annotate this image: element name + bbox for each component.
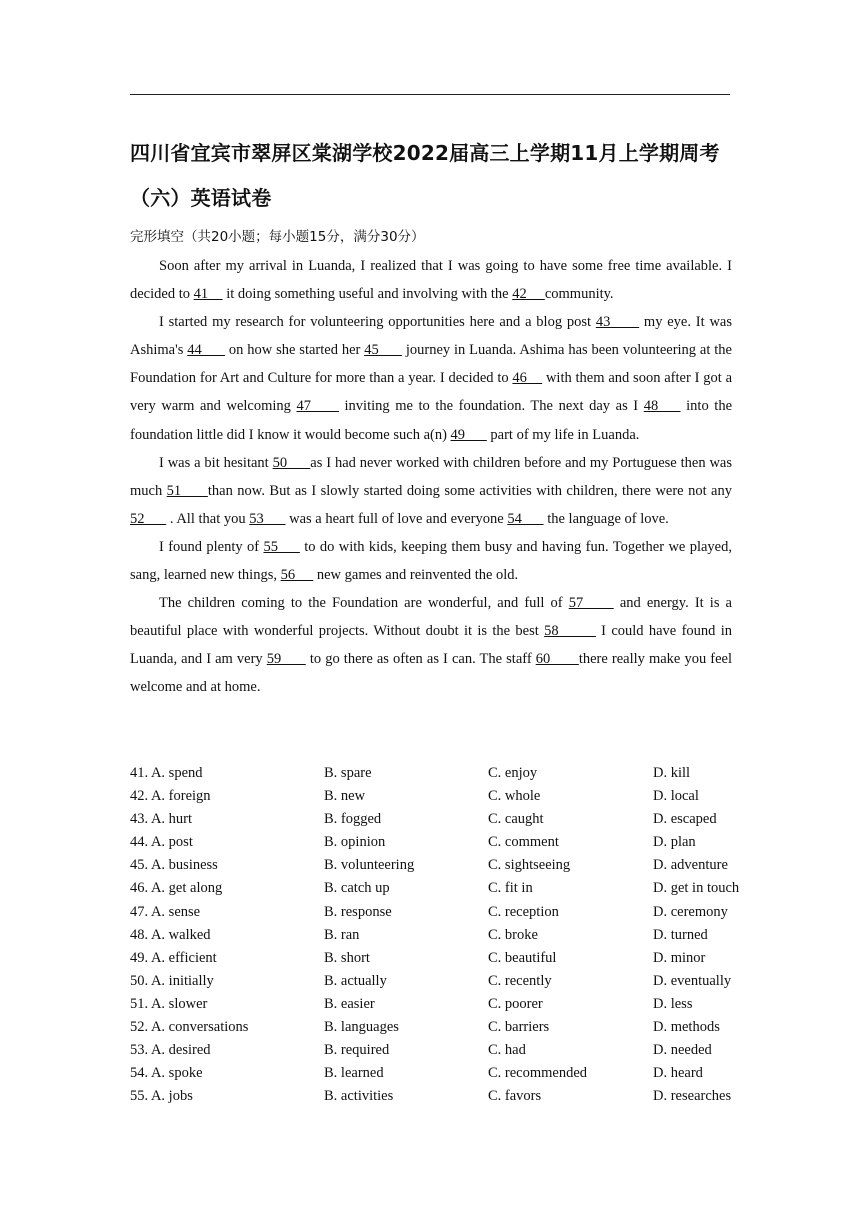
passage-text: my eye. It was Ashima's [130,314,732,359]
option-row [130,970,760,993]
option-b: B. spare [324,765,372,781]
option-row [130,1016,760,1039]
passage-paragraph [130,308,732,448]
option-a: 46. A. get along [130,880,223,897]
blank-number: 49 [450,426,487,443]
blank-number: 41 [193,286,223,303]
option-b: B. opinion [324,834,386,851]
blank-number: 51 [166,482,208,499]
option-a: 42. A. foreign [130,788,211,805]
blank-number: 43 [595,314,640,331]
option-row [130,1085,760,1108]
blank-number: 60 [535,651,579,668]
option-b: B. fogged [324,811,382,828]
option-d: D. plan [653,834,696,851]
option-a: 51. A. slower [130,995,208,1012]
blank-number: 52 [130,510,167,527]
blank-number: 46 [512,370,543,387]
option-d: D. researches [653,1088,732,1105]
passage-text: there really make you feel welcome and at home. [130,651,733,696]
option-d: D. heard [653,1065,703,1082]
passage-text: Soon after my arrival in Luanda, I realized that I was going to have some free time available. I decided to [130,258,732,303]
option-c: C. enjoy [488,765,538,781]
passage-text: the language of love. [543,510,669,527]
option-a: 41. A. spend [130,765,203,781]
option-c: C. whole [488,788,541,805]
passage-text: it doing something useful and involving with the [222,286,513,303]
passage-text: part of my life in Luanda. [486,426,640,443]
option-b: B. catch up [324,880,390,897]
passage-paragraph [130,589,732,701]
blank-number: 55 [263,538,300,555]
blank-number: 57 [568,595,614,612]
blank-number: 50 [272,454,311,471]
passage-text: into the foundation little did I know it would become such a(n) [130,398,733,443]
option-row [130,924,760,947]
option-d: D. kill [653,765,691,781]
passage-text: . All that you [166,510,250,527]
option-row [130,1039,760,1062]
answer-options [130,762,760,1108]
blank-number: 45 [364,342,402,359]
option-a: 55. A. jobs [130,1088,193,1105]
option-c: C. recently [488,972,552,989]
option-b: B. volunteering [324,857,415,874]
passage-text: to go there as often as I can. The staff [305,651,536,668]
option-row [130,854,760,877]
option-b: B. languages [324,1019,399,1036]
passage-text: I could have found in Luanda, and I am very [130,623,732,668]
passage-text: journey in Luanda. Ashima has been volunteering at the Foundation for Art and Culture for more than a year. I decided to [130,342,732,387]
option-a: 45. A. business [130,857,218,874]
option-row [130,762,760,785]
option-c: C. poorer [488,995,543,1012]
option-row [130,1062,760,1085]
option-b: B. learned [324,1065,384,1082]
passage-text: I started my research for volunteering opportunities here and a blog post [159,314,596,331]
option-d: D. get in touch [653,880,740,897]
option-b: B. actually [324,972,387,989]
option-b: B. easier [324,995,375,1012]
option-a: 43. A. hurt [130,811,193,828]
blank-number: 53 [249,510,286,527]
passage-text: to do with kids, keeping them busy and having fun. Together we played, sang, learned new things, [130,538,732,584]
option-c: C. comment [488,834,559,851]
option-row [130,947,760,970]
option-row [130,877,760,900]
passage-text: was a heart full of love and everyone [285,510,508,527]
blank-number: 48 [643,398,681,415]
option-c: C. recommended [488,1065,588,1082]
option-row [130,808,760,831]
option-d: D. adventure [653,857,728,874]
passage-text: community. [544,286,614,303]
blank-number: 47 [296,398,339,415]
option-row [130,785,760,808]
blank-number: 42 [512,286,545,303]
option-a: 52. A. conversations [130,1019,249,1036]
blank-number: 44 [187,342,225,359]
passage-text: with them and soon after I got a very warm and welcoming [130,370,733,415]
option-c: C. reception [488,903,559,920]
option-c: C. broke [488,926,538,943]
passage-text: as I had never worked with children before and my Portuguese then was much [130,454,732,499]
option-b: B. response [324,903,392,920]
blank-number: 59 [266,651,306,668]
passage-text: I was a bit hesitant [159,454,273,471]
option-d: D. eventually [653,972,732,989]
passage-text: than now. But as I slowly started doing some activities with children, there were not any [207,482,732,499]
passage-text: inviting me to the foundation. The next day as I [338,398,644,415]
option-d: D. ceremony [653,903,728,920]
blank-number: 56 [280,567,314,584]
option-c: C. favors [488,1088,542,1105]
option-c: C. sightseeing [488,857,571,874]
passage-text: The children coming to the Foundation are wonderful, and full of [159,595,569,612]
passage-text: and energy. It is a beautiful place with wonderful projects. Without doubt it is the best [130,595,732,640]
section-instruction: 完形填空（共20小题；每小题15分，满分30分） [130,229,425,245]
option-b: B. ran [324,926,360,943]
option-d: D. local [653,788,699,805]
option-c: C. beautiful [488,949,557,966]
cloze-passage [130,252,732,702]
blank-number: 54 [507,510,544,527]
option-a: 44. A. post [130,834,193,851]
option-b: B. short [324,949,370,966]
passage-text: I found plenty of [159,538,264,555]
option-c: C. fit in [488,880,533,897]
passage-paragraph [130,449,732,533]
option-d: D. turned [653,926,708,943]
option-d: D. methods [653,1019,720,1036]
option-b: B. activities [324,1088,394,1105]
passage-paragraph [130,533,732,589]
option-a: 50. A. initially [130,972,214,989]
option-a: 48. A. walked [130,926,211,943]
page-subtitle: （六）英语试卷 [130,186,272,210]
option-d: D. minor [653,949,706,966]
option-c: C. barriers [488,1019,550,1036]
page-title: 四川省宜宾市翠屏区棠湖学校2022届高三上学期11月上学期周考 [130,141,720,165]
option-d: D. needed [653,1042,712,1059]
passage-text: new games and reinvented the old. [313,567,519,584]
option-c: C. had [488,1042,526,1059]
option-d: D. less [653,995,693,1012]
blank-number: 58 [544,623,596,640]
passage-text: on how she started her [225,342,365,359]
passage-paragraph [130,252,732,308]
option-row [130,831,760,854]
option-a: 47. A. sense [130,903,201,920]
option-c: C. caught [488,811,544,828]
option-b: B. required [324,1042,390,1059]
option-a: 54. A. spoke [130,1065,203,1082]
option-d: D. escaped [653,811,717,828]
option-a: 49. A. efficient [130,949,217,966]
option-a: 53. A. desired [130,1042,211,1059]
option-b: B. new [324,788,366,805]
option-row [130,993,760,1016]
option-row [130,901,760,924]
header-rule [130,94,730,95]
